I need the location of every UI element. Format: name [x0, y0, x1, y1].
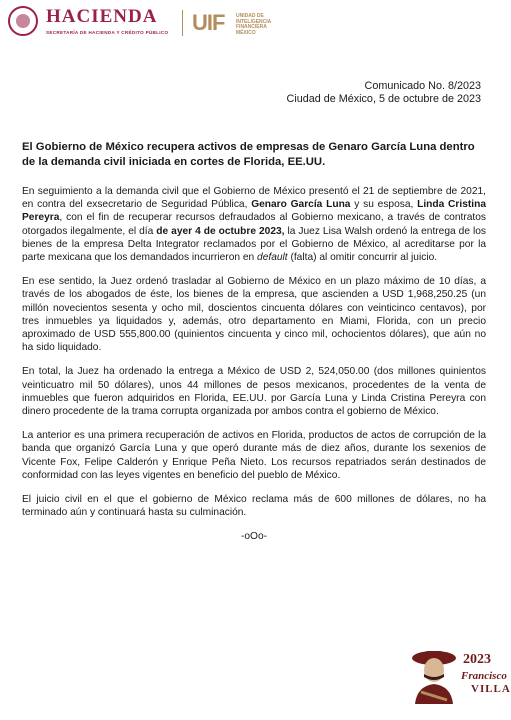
- paragraph-3: En total, la Juez ha ordenado la entrega a México de USD 2, 524,050.00 (dos millones quinientos veinticuatro mil 50 dólares), unos 44 millones de pesos mexicanos, procedentes de la venta de inmuebles que fueron adquiridos en Florida, EE.UU. por García Luna y Linda Cristina Pereyra con dinero procedente de la trama corrupta organizada por ambos contra el gobierno de México.: [22, 366, 486, 418]
- logo-name-line2: VILLA: [471, 683, 511, 695]
- paragraph-4: La anterior es una primera recuperación de activos en Florida, productos de actos de corrupción de la banda que organizó García Luna y que operó durante más de diez años, durante los sexenios de Vicente Fox, Felipe Calderón y Enrique Peña Nieto. Los recursos repatriados serán destinados de conformidad con las leyes vigentes en beneficio del pueblo de México.: [22, 430, 486, 481]
- francisco-villa-portrait-icon: [411, 646, 457, 704]
- hacienda-logo-text: HACIENDA: [46, 6, 158, 27]
- uif-logo-text: UIF: [192, 10, 225, 35]
- communique-meta: [287, 80, 481, 106]
- francisco-villa-2023-logo: [411, 640, 511, 710]
- logo-divider: [182, 10, 183, 36]
- communique-number: Comunicado No. 8/2023: [364, 80, 481, 92]
- uif-description: UNIDAD DE INTELIGENCIA FINANCIERA MÉXICO: [236, 13, 272, 36]
- paragraph-1: En seguimiento a la demanda civil que el Gobierno de México presentó el 21 de septiembre de 2021, en contra del exsecretario de Seguridad Pública, Genaro García Luna y su esposa, Linda Cristina Pereyra, con el fin de recuperar recursos defraudados al Gobierno mexicano, a través de contratos otorgados ilegalmente, el día de ayer 4 de octubre 2023, la Juez Lisa Walsh ordenó la entrega de los bienes de la empresa Delta Integrator reclamados por el Gobierno de México, al acreditarse por la parte mexicana que los demandados incurrieron en default (falta) al omitir concurrir al juicio.: [22, 186, 487, 264]
- hacienda-seal-icon: [8, 6, 38, 36]
- paragraph-5: El juicio civil en el que el gobierno de México reclama más de 600 millones de dólares, no ha terminado aún y continuará hasta su culminación.: [22, 494, 486, 519]
- letterhead: [8, 6, 308, 46]
- hacienda-subtitle: SECRETARÍA DE HACIENDA Y CRÉDITO PÚBLICO: [46, 30, 169, 35]
- paragraph-2: En ese sentido, la Juez ordenó trasladar al Gobierno de México en un plazo máximo de 10 días, a través de los abogados de éste, los bienes de la empresa, que ascienden a USD 1,968,250.25 (un millón novecientos sesenta y ocho mil, doscientos cincuenta dólares con veinticinco centavos), por tres inmuebles ya liquidados y, además, otro departamento en Miami, Florida, con un precio aproximado de USD 555,800.00 (quinientos cincuenta y cinco mil, ochocientos dólares), que aún no ha sido liquidado.: [22, 276, 486, 354]
- logo-year: 2023: [463, 652, 491, 667]
- document-body: [22, 185, 486, 555]
- document-title: El Gobierno de México recupera activos de empresas de Genaro García Luna dentro de la demanda civil iniciada en cortes de Florida, EE.UU.: [22, 141, 475, 168]
- logo-name-line1: Francisco: [461, 670, 507, 682]
- place-date: Ciudad de México, 5 de octubre de 2023: [286, 93, 481, 105]
- closing-mark: -oOo-: [240, 531, 268, 543]
